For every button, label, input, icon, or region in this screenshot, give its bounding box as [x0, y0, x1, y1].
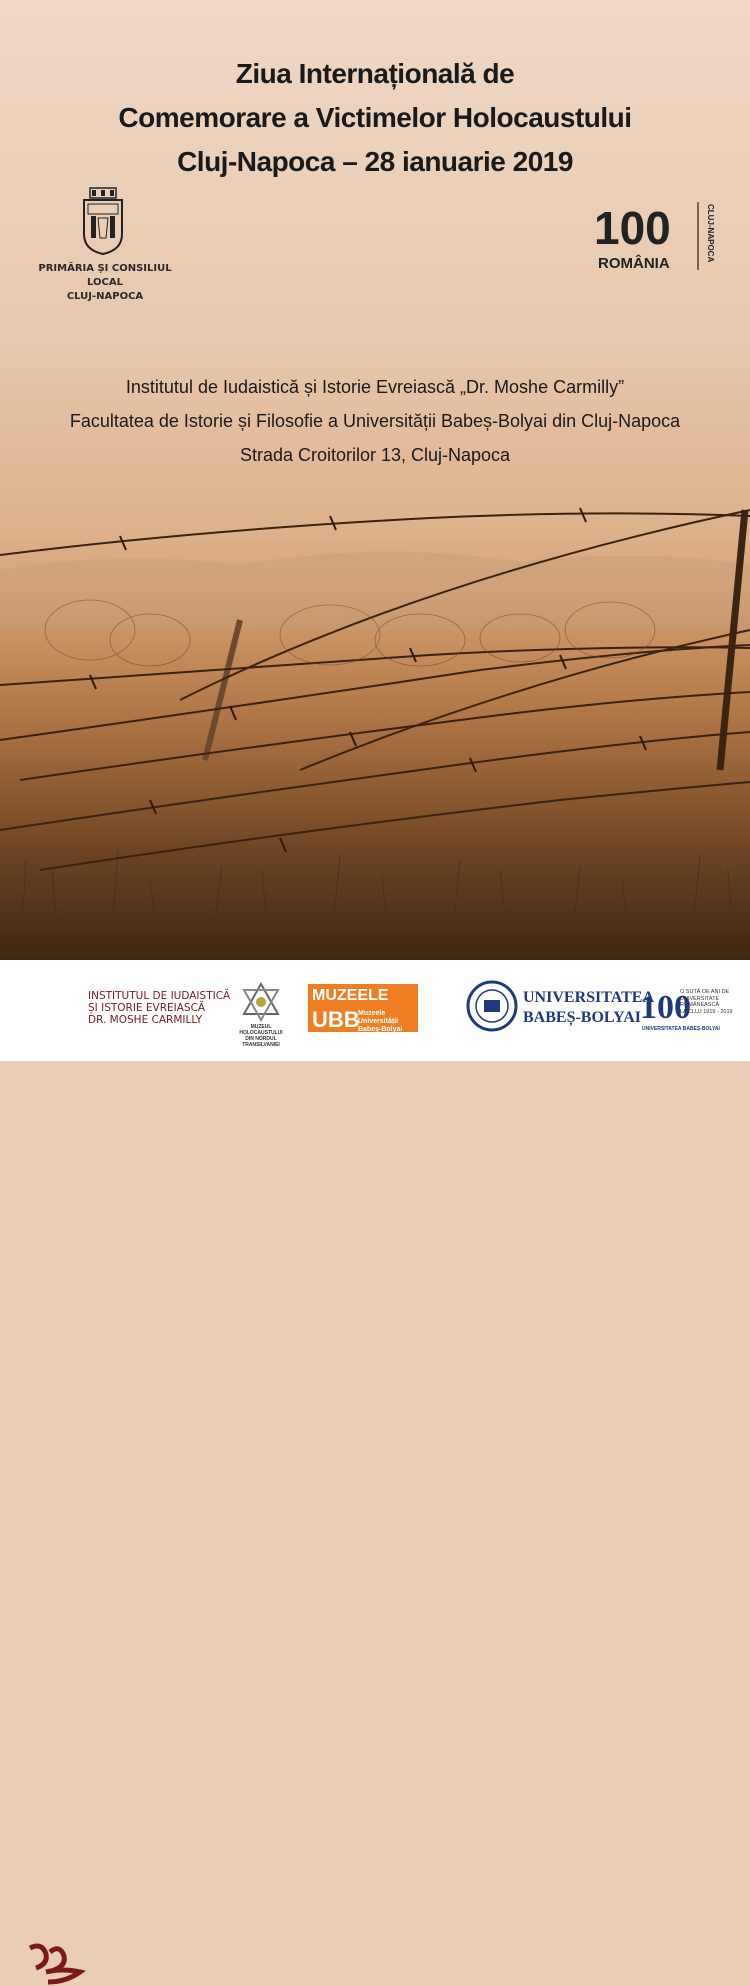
institute-label — [88, 990, 230, 1026]
title-line-2: Comemorare a Victimelor Holocaustului — [118, 102, 632, 133]
institute-line-2: ȘI ISTORIE EVREIASCĂ — [88, 1002, 206, 1014]
title-line-3: Cluj-Napoca – 28 ianuarie 2019 — [177, 146, 573, 177]
primaria-label — [20, 262, 190, 304]
muzeele-sub — [358, 1010, 402, 1034]
cluj-crest-icon — [78, 186, 128, 256]
muzeele-abbr: UBB — [312, 1007, 360, 1032]
romania-100-logo — [594, 200, 715, 272]
institute-line-1: INSTITUTUL DE IUDAISTICĂ — [88, 990, 231, 1002]
romania-100-city: CLUJ-NAPOCA — [706, 204, 715, 263]
address-line-3: Strada Croitorilor 13, Cluj-Napoca — [239, 445, 511, 465]
ubb-name — [523, 988, 654, 1028]
muzeele-sub-1: Muzeele — [358, 1010, 386, 1017]
ubb100-line-2: UNIVERSITATE — [680, 995, 720, 1002]
muzeele-sub-2: Universității — [358, 1018, 399, 1025]
romania-100-number: 100 — [594, 202, 671, 254]
address-line-1: Institutul de Iudaistică și Istorie Evreiască „Dr. Moshe Carmilly” — [125, 377, 625, 397]
institute-line-3: DR. MOSHE CARMILLY — [88, 1014, 203, 1026]
ubb100-number: 100 — [640, 989, 691, 1026]
ubb-seal-icon — [466, 980, 518, 1032]
title-line-1: Ziua Internațională de — [235, 58, 515, 89]
muzeele-ubb-logo — [308, 984, 418, 1032]
ubb100-line-3: ROMÂNEASCĂ — [680, 1002, 720, 1008]
ubb-100-logo-icon — [640, 984, 691, 1026]
muzeele-word: MUZEELE — [312, 987, 389, 1004]
primaria-line-2: CLUJ-NAPOCA — [66, 291, 144, 302]
ubb-100-label — [680, 989, 733, 1015]
ubb-line-1: UNIVERSITATEA — [523, 989, 654, 1006]
barbed-wire-photo — [0, 470, 750, 960]
ubb-line-2: BABEȘ-BOLYAI — [523, 1009, 641, 1026]
primaria-line-1: PRIMĂRIA ȘI CONSILIUL LOCAL — [38, 263, 172, 288]
venue-address — [0, 370, 750, 472]
museum-line-2: DIN NORDUL TRANSILVANIEI — [242, 1036, 280, 1048]
ubb100-line-4: LA CLUJ 1919 - 2019 — [680, 1008, 733, 1015]
address-line-2: Facultatea de Istorie și Filosofie a Universității Babeș-Bolyai din Cluj-Napoca — [69, 411, 681, 431]
holocaust-museum-label — [230, 1024, 292, 1048]
romania-100-country: ROMÂNIA — [598, 255, 670, 272]
ubb100-line-1: O SUTĂ DE ANI DE — [680, 989, 730, 995]
poster-title — [0, 52, 750, 184]
ubb100-bottom: UNIVERSITATEA BABEȘ-BOLYAI — [642, 1026, 720, 1032]
poster-background — [0, 0, 750, 960]
institute-logo-icon — [26, 1942, 84, 1986]
holocaust-museum-logo-icon — [240, 982, 282, 1022]
museum-line-1: MUZEUL HOLOCAUSTULUI — [239, 1024, 283, 1036]
muzeele-sub-3: Babeș-Bolyai — [358, 1026, 403, 1033]
